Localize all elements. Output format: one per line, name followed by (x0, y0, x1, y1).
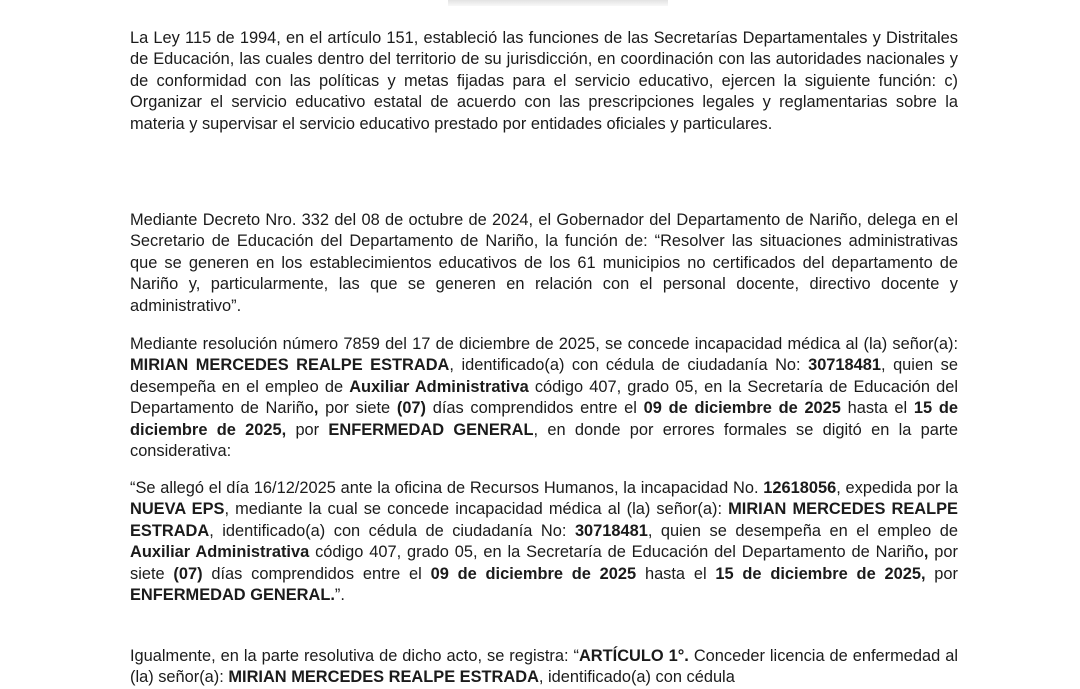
text-run: ”. (334, 586, 345, 605)
text-run: La Ley 115 de 1994, en el artículo 151, estableció las funciones de las Secretarías Departamentales y Distritales de Educación, las cuales dentro del territorio de su jurisdicción, en coordinación con las autoridades nacionales y de conformidad con las políticas y metas fijadas para el servicio educativo, ejercen la siguiente función: c) Organizar el servicio educativo estatal de acuerdo con las prescripciones legales y reglamentarias sobre la materia y supervisar el servicio educativo prestado por entidades oficiales y particulares. (130, 29, 958, 133)
text-run: hasta el (840, 399, 914, 418)
text-run: días comprendidos entre el (426, 399, 644, 418)
bold-text-run: 12618056 (763, 479, 837, 497)
paragraph-resolucion-7859 (130, 334, 958, 462)
bold-text-run: 30718481 (808, 356, 882, 375)
bold-text-run: MIRIAN MERCEDES REALPE ESTRADA (130, 356, 450, 375)
text-run: , expedida por la (836, 479, 958, 497)
bold-text-run: , (923, 543, 929, 562)
paragraph-ley-115 (130, 28, 958, 135)
text-run: por (925, 564, 958, 583)
bold-text-run: ENFERMEDAD GENERAL (328, 420, 534, 439)
text-run: Conceder licencia de enfermedad al (la) señor(a): (130, 647, 958, 687)
bold-text-run: ARTÍCULO 1°. (578, 647, 689, 665)
text-run: días comprendidos entre el (202, 564, 431, 583)
text-run: “Se allegó el día 16/12/2025 ante la oficina de Recursos Humanos, la incapacidad No. (130, 479, 764, 497)
bold-text-run: , (313, 399, 319, 418)
text-run: , en donde por errores formales se digitó en la parte considerativa: (130, 420, 959, 461)
bold-text-run: 09 de diciembre de 2025 (643, 399, 841, 418)
text-run: , identificado(a) con cédula de ciudadanía No: (449, 356, 809, 375)
bold-text-run: MIRIAN MERCEDES REALPE ESTRADA (228, 668, 539, 687)
bold-text-run: Auxiliar Administrativa (349, 377, 529, 396)
bold-text-run: (07) (173, 564, 203, 583)
paragraph-parte-resolutiva (130, 646, 958, 689)
text-run: , mediante la cual se concede incapacidad médica al (la) señor(a): (224, 500, 729, 519)
bold-text-run: 15 de diciembre de 2025, (715, 564, 926, 583)
text-run: , identificado(a) con cédula de ciudadanía No: (209, 521, 575, 540)
text-run: , quien se desempeña en el empleo de (130, 356, 958, 396)
text-run: , identificado(a) con cédula (538, 668, 735, 687)
bold-text-run: (07) (396, 399, 427, 418)
text-run: hasta el (636, 564, 716, 583)
top-cut-off-text (448, 0, 668, 6)
text-run: por siete (130, 543, 958, 583)
bold-text-run: MIRIAN MERCEDES REALPE ESTRADA (130, 500, 958, 540)
bold-text-run: 09 de diciembre de 2025 (430, 564, 637, 583)
text-run: código 407, grado 05, en la Secretaría de Educación del Departamento de Nariño (130, 377, 959, 418)
bold-text-run: 30718481 (574, 521, 648, 540)
text-run: por siete (318, 399, 397, 418)
text-run: Igualmente, en la parte resolutiva de dicho acto, se registra: “ (130, 647, 579, 665)
text-run: por (286, 420, 329, 439)
paragraph-quoted-considerativa (130, 478, 958, 606)
text-run: Mediante Decreto Nro. 332 del 08 de octubre de 2024, el Gobernador del Departamento de Nariño, delega en el Secretario de Educación del Departamento de Nariño, la función de: “Resolver las situaciones administrativas que se generen en los establecimientos educativos de los 61 municipios no certificados del departamento de Nariño y, particularmente, las que se generen en relación con el personal docente, directivo docente y administrativo”. (130, 211, 958, 315)
bold-text-run: 15 de diciembre de 2025, (130, 399, 958, 439)
bold-text-run: Auxiliar Administrativa (130, 543, 310, 562)
paragraph-decreto-332 (130, 210, 958, 317)
text-run: , quien se desempeña en el empleo de (647, 521, 958, 540)
text-run: Mediante resolución número 7859 del 17 de diciembre de 2025, se concede incapacidad médica al (la) señor(a): (130, 335, 958, 353)
bold-text-run: ENFERMEDAD GENERAL. (130, 586, 335, 605)
bold-text-run: NUEVA EPS (130, 500, 225, 519)
text-run: código 407, grado 05, en la Secretaría de Educación del Departamento de Nariño (309, 543, 924, 562)
